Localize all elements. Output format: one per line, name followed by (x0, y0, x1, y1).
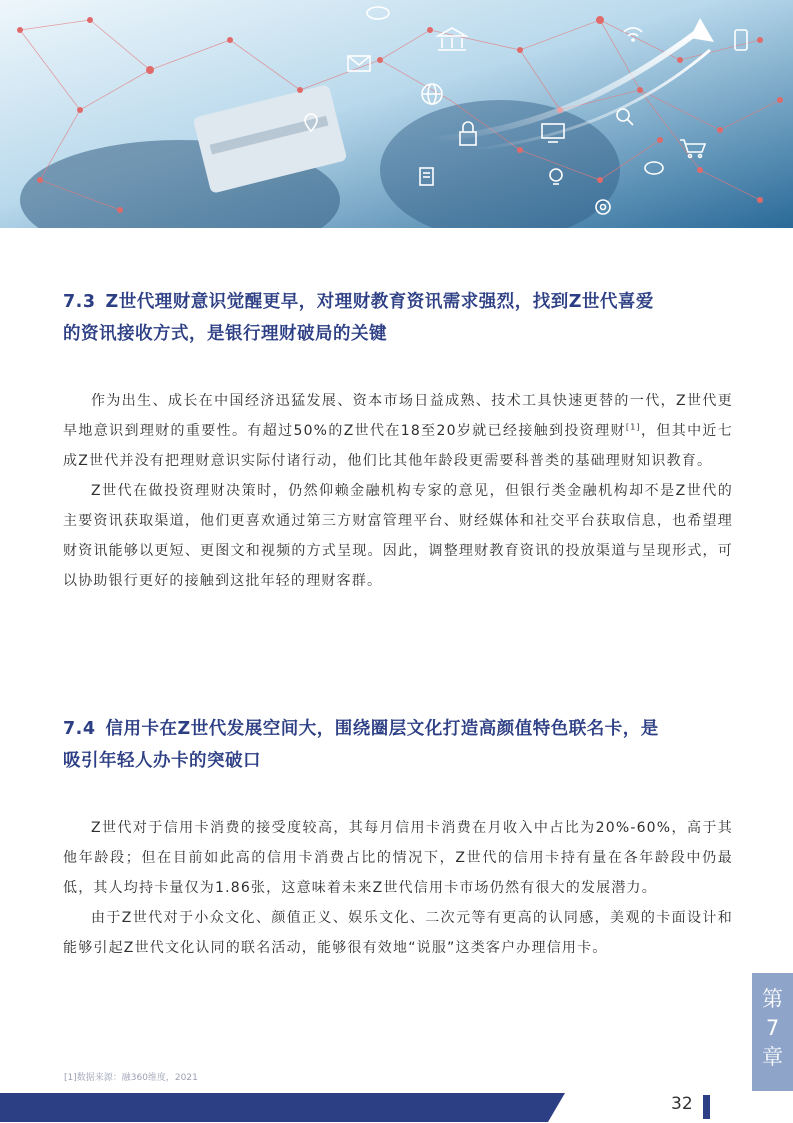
chapter-tab-char: 章 (762, 1045, 783, 1069)
hero-image (0, 0, 793, 228)
section-number: 7.3 (63, 292, 96, 312)
page-number: 32 (671, 1094, 693, 1114)
section-number: 7.4 (63, 719, 96, 739)
section-7-4 (63, 713, 733, 963)
paragraph (63, 386, 733, 476)
chapter-tab-char: 第 (762, 987, 783, 1011)
chapter-tab-number: 7 (765, 1016, 780, 1040)
section-title-line2: 吸引年轻人办卡的突破口 (63, 751, 261, 771)
paragraph-text: 作为出生、成长在中国经济迅猛发展、资本市场日益成熟、技术工具快速更替的一代，Z世代更早地意识到理财的重要性。有超过50%的Z世代在18至20岁就已经接触到投资理财 (63, 393, 733, 439)
footnote: [1]数据来源：融360维度，2021 (64, 1073, 198, 1083)
section-heading (63, 286, 733, 350)
paragraph: Z世代对于信用卡消费的接受度较高，其每月信用卡消费在月收入中占比为20%-60%，高于其他年龄段；但在目前如此高的信用卡消费占比的情况下，Z世代的信用卡持有量在各年龄段中仍最低，其人均持卡量仅为1.86张，这意味着未来Z世代信用卡市场仍然有很大的发展潜力。 (63, 820, 733, 896)
paragraph-text: ，但其中近七成Z世代并没有把理财意识实际付诸行动，他们比其他年龄段更需要科普类的基础理财知识教育。 (63, 423, 733, 469)
chapter-tab[interactable] (752, 973, 793, 1091)
section-7-3 (63, 286, 733, 596)
section-title-line1: Z世代理财意识觉醒更早，对理财教育资讯需求强烈，找到Z世代喜爱 (105, 292, 654, 312)
section-title-line2: 的资讯接收方式，是银行理财破局的关键 (63, 324, 387, 344)
section-heading (63, 713, 733, 777)
paragraph: Z世代在做投资理财决策时，仍然仰赖金融机构专家的意见，但银行类金融机构却不是Z世代的主要资讯获取渠道，他们更喜欢通过第三方财富管理平台、财经媒体和社交平台获取信息，也希望理财资讯能够以更短、更图文和视频的方式呈现。因此，调整理财教育资讯的投放渠道与呈现形式，可以协助银行更好的接触到这批年轻的理财客群。 (63, 483, 733, 589)
page-number-marker (703, 1095, 710, 1119)
footnote-reference[interactable]: [1] (625, 422, 641, 432)
paragraph: 由于Z世代对于小众文化、颜值正义、娱乐文化、二次元等有更高的认同感，美观的卡面设计和能够引起Z世代文化认同的联名活动，能够很有效地“说服”这类客户办理信用卡。 (63, 910, 733, 956)
hero-illustration (0, 0, 793, 228)
section-title-line1: 信用卡在Z世代发展空间大，围绕圈层文化打造高颜值特色联名卡，是 (105, 719, 659, 739)
